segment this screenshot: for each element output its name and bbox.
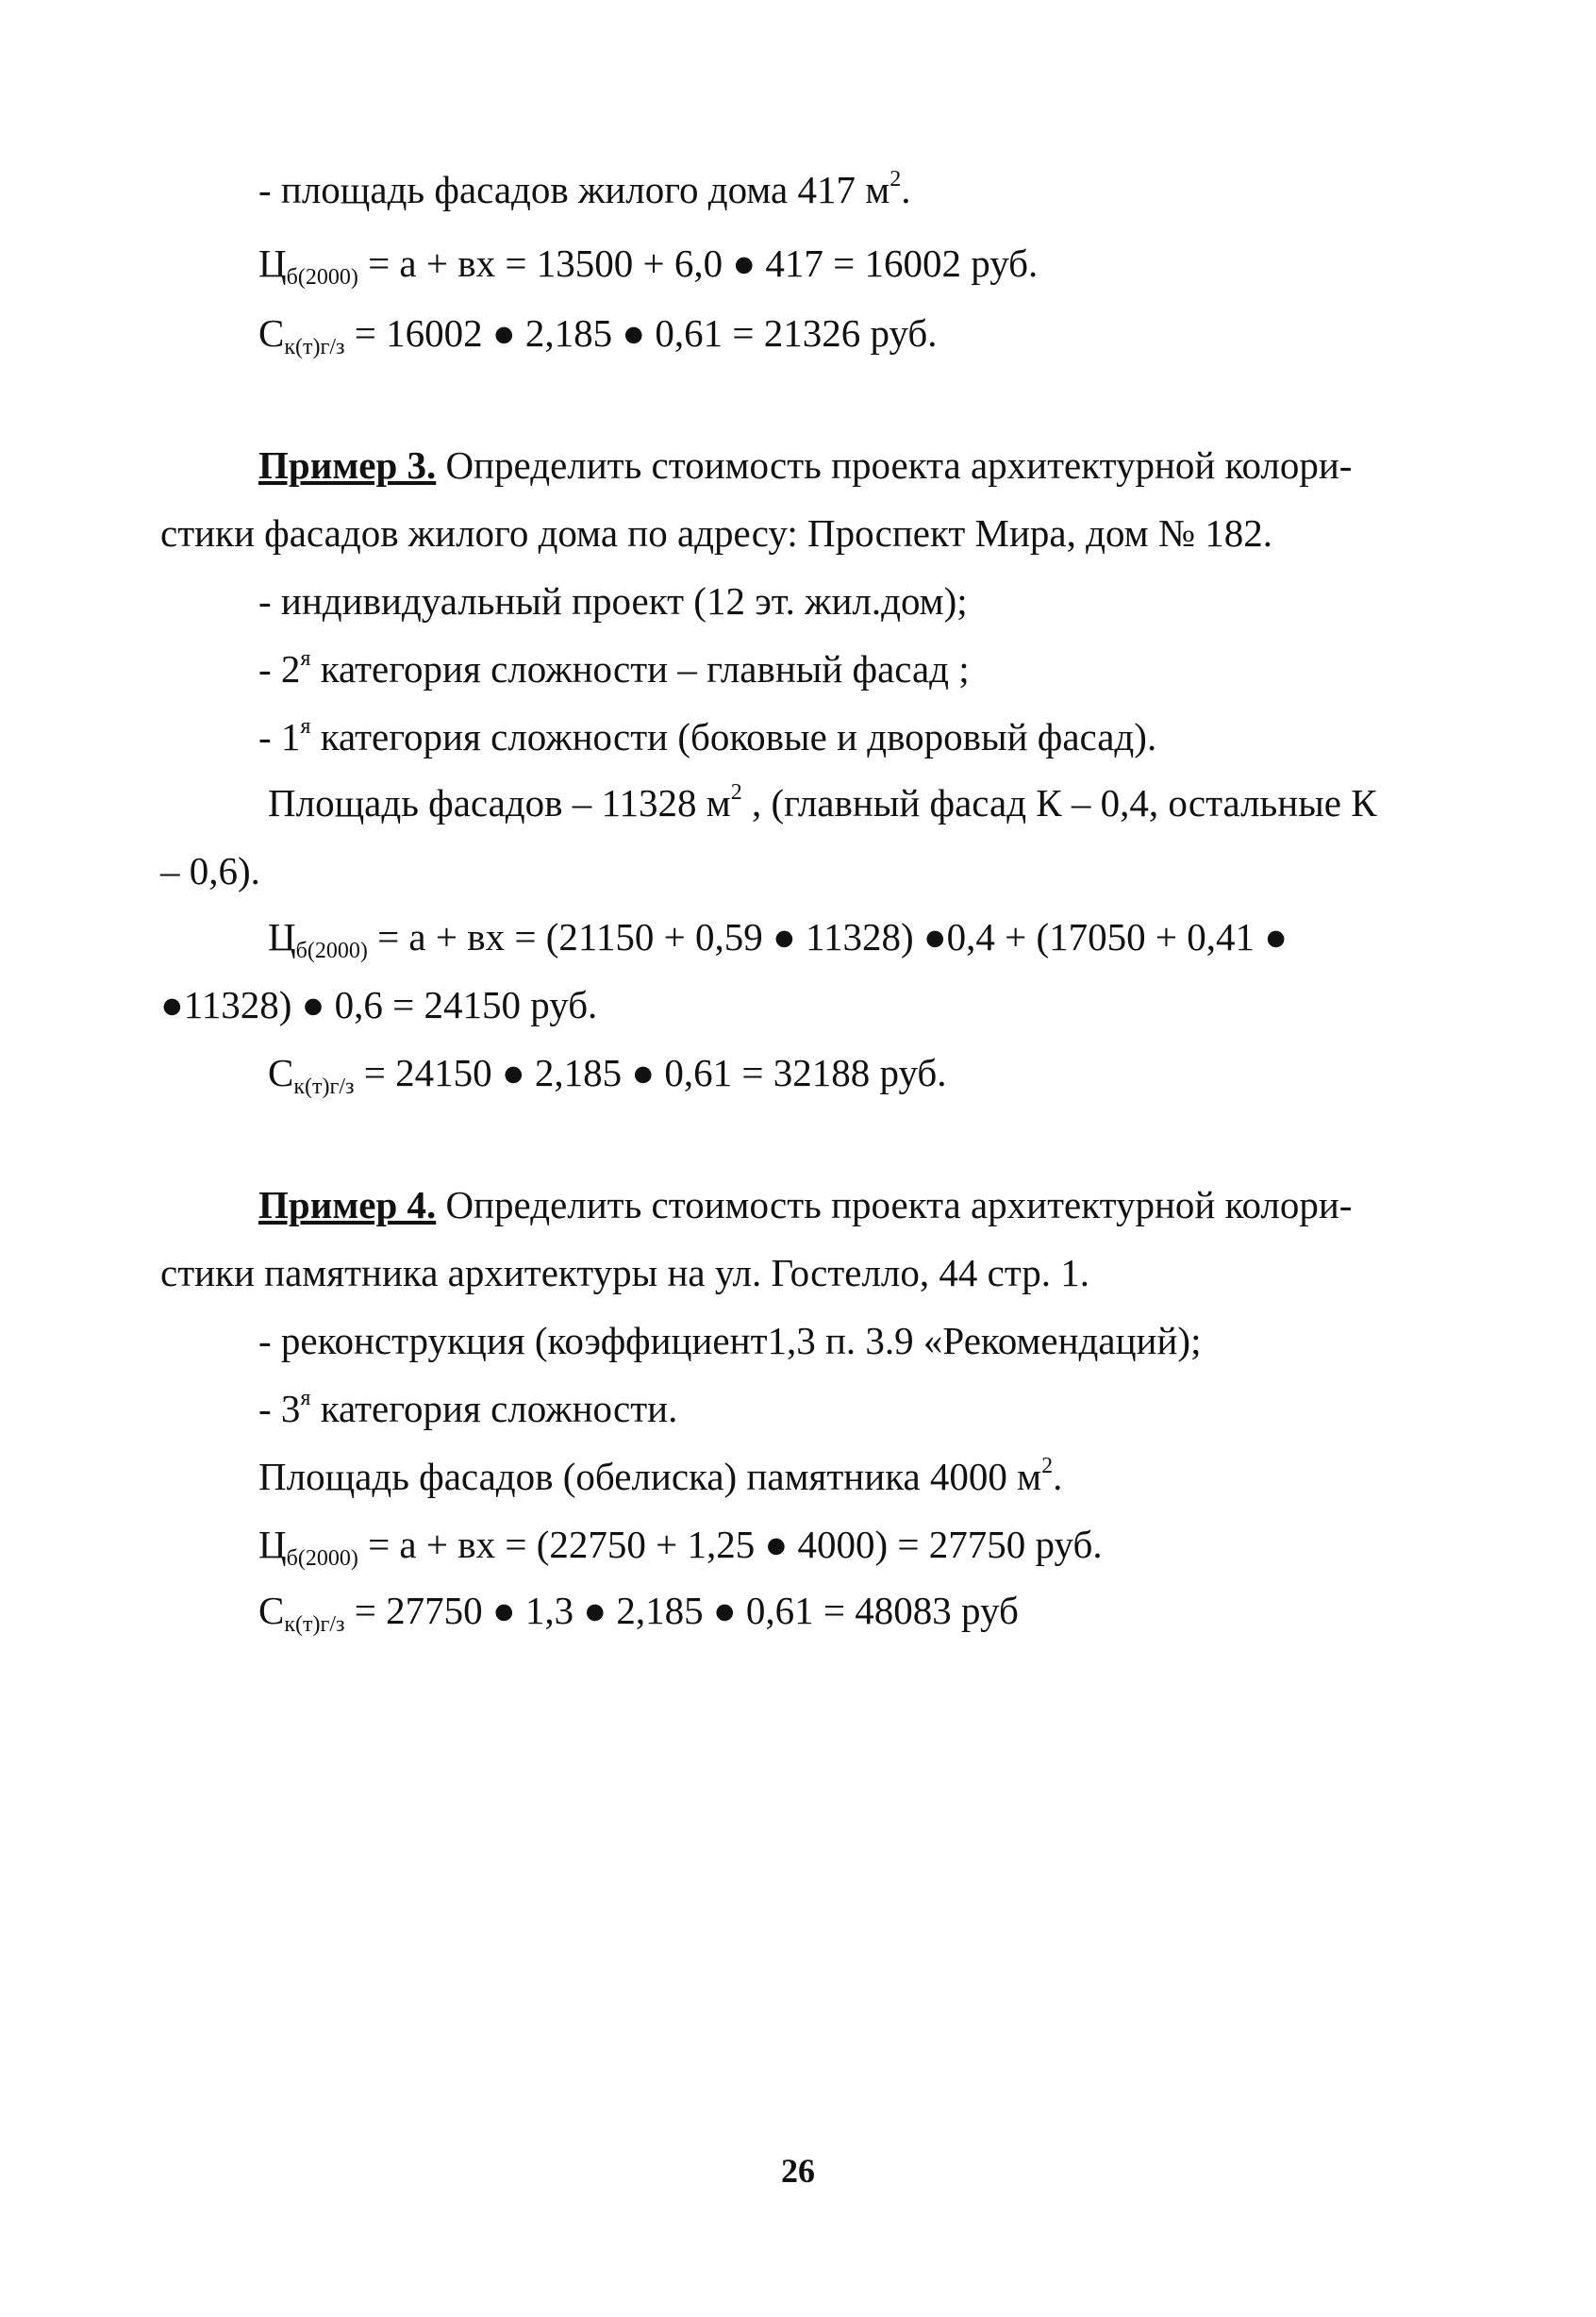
area-line: - площадь фасадов жилого дома 417 $м^2$. [258,167,911,211]
example-4-area-line: Площадь фасадов (обелиска) памятника 4000 $м^2$. [258,1454,1063,1498]
example-4-item-2: - $3^я$ категория сложности. [258,1386,678,1430]
example-3-intro-line-2: стики фасадов жилого дома по адресу: Проспект Мира, дом № 182. [160,511,1272,555]
page-number: 26 [781,2152,815,2190]
example-4-item-1: - реконструкция (коэффициент1,3 п. 3.9 «Рекомендаций); [258,1319,1202,1362]
example-3-cost-formula: $С_{к(т)г/з} = 24150$ ● 2,185 ● 0,61 = 32188 руб. [268,1051,947,1099]
example-4-intro-line-1: Пример 4. Определить стоимость проекта архитектурной колори- [258,1183,1353,1226]
example-4-title: Пример 4. [258,1183,437,1226]
price-formula: $Ц_{б(2000)} = а$ + вх = 13500 + 6,0 ● 417 = 16002 руб. [258,242,1039,290]
example-3-item-3: - $1^я$ категория сложности (боковые и дворовый фасад). [258,714,1157,758]
example-3-title: Пример 3. [258,443,437,487]
example-4-cost-formula: $С_{к(т)г/з} = 27750$ ● 1,3 ● 2,185 ● 0,61 = 48083 руб [258,1589,1019,1637]
example-4-intro-line-2: стики памятника архитектуры на ул. Гостелло, 44 стр. 1. [160,1251,1089,1294]
example-3-price-line-1: $Ц_{б(2000)} = а$ + вх = (21150 + 0,59 ● 11328) ●0,4 + (17050 + 0,41 ● [268,915,1288,963]
example-3-item-2: - $2^я$ категория сложности – главный фасад ; [258,646,970,691]
cost-formula: $С_{к(т)г/з} = 16002$ ● 2,185 ● 0,61 = 21326 руб. [258,311,938,359]
example-3-area-line-1: Площадь фасадов – 11328 $м^2$ , (главный фасад К – 0,4, остальные К [268,780,1377,825]
example-3-item-1: - индивидуальный проект (12 эт. жил.дом); [258,579,968,623]
example-3-intro-line-1: Пример 3. Определить стоимость проекта архитектурной колори- [258,443,1353,487]
example-3-area-line-2: – 0,6). [160,849,260,892]
example-4-price-formula: $Ц_{б(2000)} = а$ + вх = (22750 + 1,25 ● 4000) = 27750 руб. [258,1523,1103,1571]
example-3-price-line-2: ●11328) ● 0,6 = 24150 руб. [160,983,598,1026]
